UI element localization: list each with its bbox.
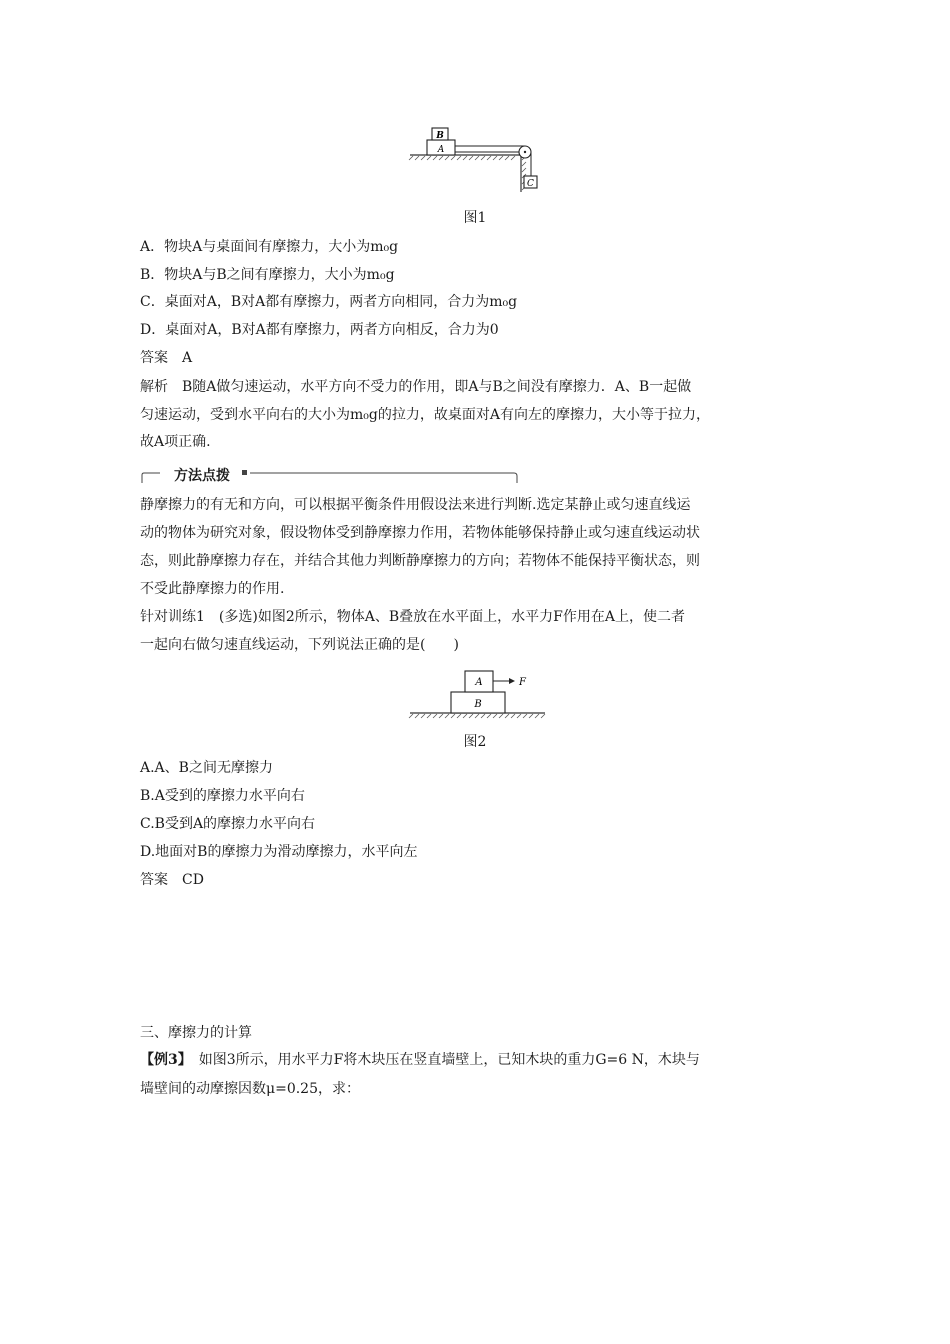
q2-option-b: B.A受到的摩擦力水平向右 bbox=[140, 788, 305, 804]
q1-answer: 答案 A bbox=[140, 350, 193, 366]
fig1-label-a: A bbox=[437, 145, 445, 155]
figure-1-caption: 图1 bbox=[463, 210, 487, 226]
method-line-1: 静摩擦力的有无和方向，可以根据平衡条件用假设法来进行判断.选定某静止或匀速直线运 bbox=[140, 497, 691, 513]
method-line-2: 动的物体为研究对象，假设物体受到静摩擦力作用，若物体能够保持静止或匀速直线运动状 bbox=[140, 525, 700, 541]
example-3-line-1 bbox=[140, 1050, 700, 1070]
method-title: 方法点拨 bbox=[170, 465, 234, 485]
q1-analysis-line-3: 故A项正确. bbox=[140, 434, 211, 450]
example-3-text-1: 如图3所示，用水平力F将木块压在竖直墙壁上，已知木块的重力G=6 N，木块与 bbox=[184, 1052, 700, 1068]
fig2-label-b: B bbox=[474, 699, 482, 710]
example-3-tag: 【例3】 bbox=[140, 1052, 185, 1068]
method-line-4: 不受此静摩擦力的作用. bbox=[140, 581, 285, 597]
fig2-label-a: A bbox=[475, 677, 483, 688]
q1-analysis-line-1: 解析 B随A做匀速运动，水平方向不受力的作用，即A与B之间没有摩擦力．A、B一起做 bbox=[140, 379, 692, 395]
q2-answer: 答案 CD bbox=[140, 872, 204, 888]
q1-option-b: B．物块A与B之间有摩擦力，大小为m₀g bbox=[140, 267, 395, 283]
figure-1 bbox=[405, 122, 545, 194]
fig1-label-c: C bbox=[527, 179, 534, 189]
section-3-heading: 三、摩擦力的计算 bbox=[140, 1025, 252, 1041]
q1-option-d: D．桌面对A，B对A都有摩擦力，两者方向相反，合力为0 bbox=[140, 322, 499, 338]
q1-analysis-line-2: 匀速运动，受到水平向右的大小为m₀g的拉力，故桌面对A有向左的摩擦力，大小等于拉力， bbox=[140, 407, 710, 423]
method-line-3: 态，则此静摩擦力存在，并结合其他力判断静摩擦力的方向；若物体不能保持平衡状态，则 bbox=[140, 553, 700, 569]
example-3-line-2: 墙壁间的动摩擦因数μ=0.25，求： bbox=[140, 1081, 361, 1097]
q2-option-c: C.B受到A的摩擦力水平向右 bbox=[140, 816, 316, 832]
practice-line-2: 一起向右做匀速直线运动，下列说法正确的是( ) bbox=[140, 637, 459, 653]
q1-option-c: C．桌面对A，B对A都有摩擦力，两者方向相同，合力为m₀g bbox=[140, 294, 518, 310]
fig1-label-b: B bbox=[436, 131, 444, 141]
practice-line-1: 针对训练1 (多选)如图2所示，物体A、B叠放在水平面上，水平力F作用在A上，使二者 bbox=[140, 609, 685, 625]
method-box bbox=[140, 465, 520, 485]
figure-2-caption: 图2 bbox=[463, 734, 487, 750]
figure-2 bbox=[405, 668, 550, 722]
q2-option-a: A.A、B之间无摩擦力 bbox=[140, 760, 273, 776]
q2-option-d: D.地面对B的摩擦力为滑动摩擦力，水平向左 bbox=[140, 844, 418, 860]
fig2-label-f: F bbox=[519, 677, 526, 688]
q1-option-a: A．物块A与桌面间有摩擦力，大小为m₀g bbox=[140, 239, 399, 255]
